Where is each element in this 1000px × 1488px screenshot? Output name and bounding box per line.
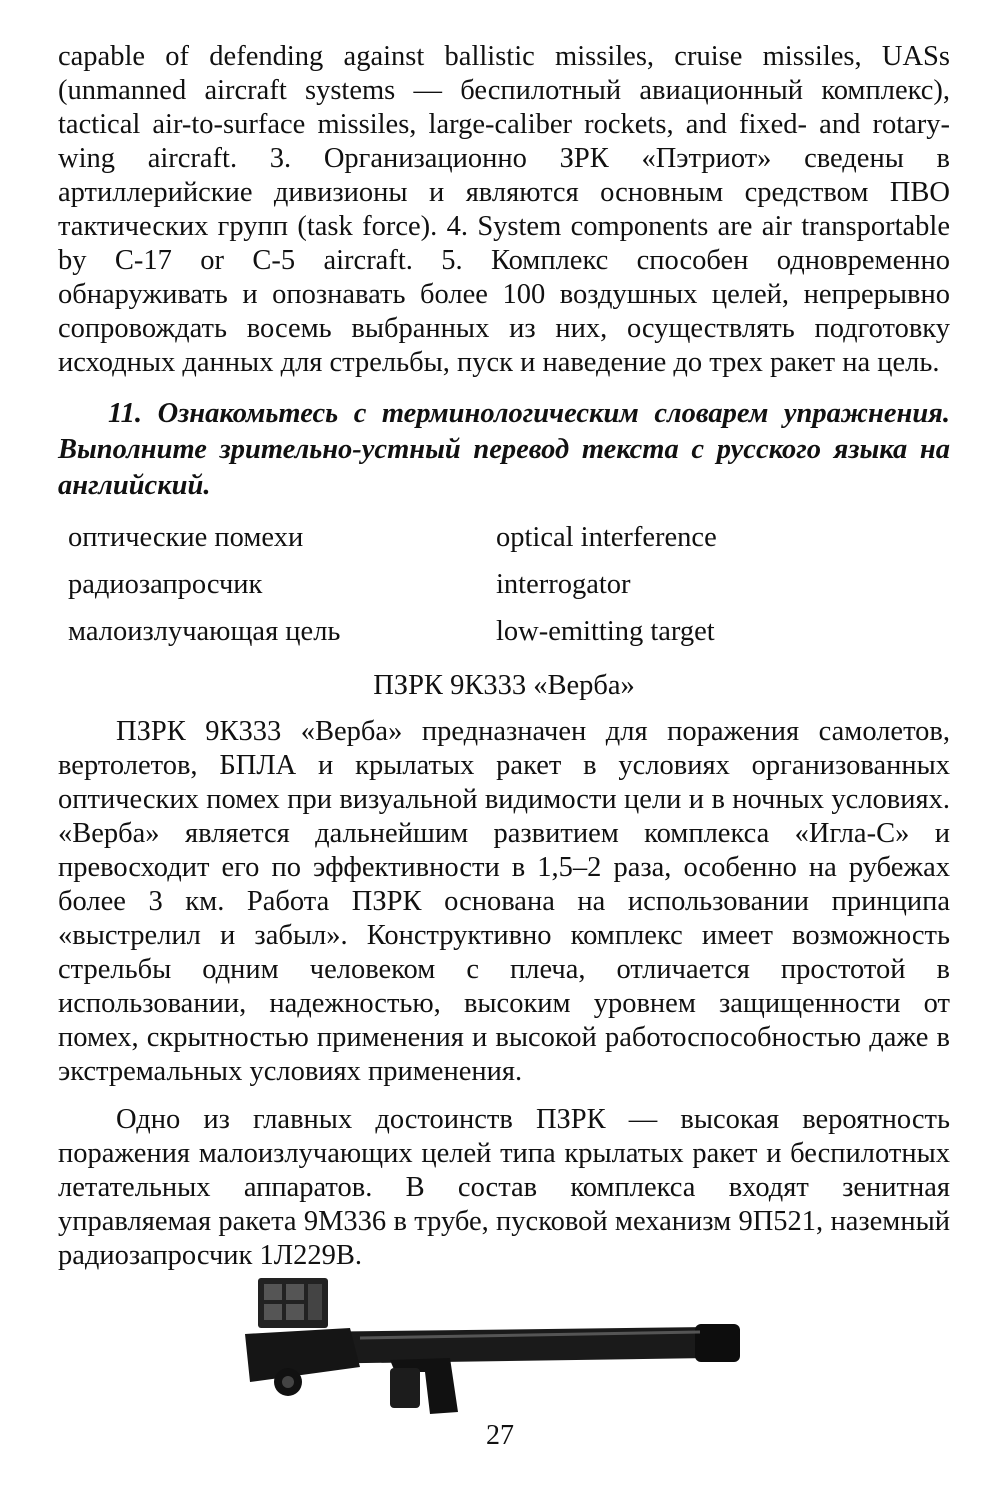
- glossary-term-en: low-emitting target: [496, 616, 715, 647]
- glossary-term-en: interrogator: [496, 569, 631, 600]
- exercise-task: 11. Ознакомьтесь с терминологическим словарем упражнения. Выполните зрительно-устный перевод текста с русского языка на английский.: [58, 398, 950, 501]
- glossary-term-en: optical interference: [496, 522, 717, 553]
- body-paragraph-1: ПЗРК 9К333 «Верба» предназначен для поражения самолетов, вертолетов, БПЛА и крылатых ракет в условиях организованных оптических помех при визуальной видимости цели и в ночных условиях. «Верба» является дальнейшим развитием комплекса «Игла-С» и превосходит его по эффективности в 1,5–2 раза, особенно на рубежах более 3 км. Работа ПЗРК основана на использовании принципа «выстрелил и забыл». Конструктивно комплекс имеет возможность стрельбы одним человеком с плеча, отличается простотой в использовании, надежностью, высоким уровнем защищенности от помех, скрытностью применения и высокой работоспособностью даже в экстремальных условиях применения.: [58, 716, 950, 1087]
- glossary-term-ru: малоизлучающая цель: [68, 616, 341, 647]
- glossary-row: [68, 608, 950, 655]
- section-heading: ПЗРК 9К333 «Верба»: [373, 670, 635, 701]
- intro-paragraph: capable of defending against ballistic missiles, cruise missiles, UASs (unmanned aircraft systems — беспилотный авиационный комплекс), tactical air-to-surface missiles, large-caliber rockets, and fixed- and rotary-wing aircraft. 3. Организационно ЗРК «Пэтриот» сведены в артиллерийские дивизионы и являются основным средством ПВО тактических групп (task force). 4. System components are air transportable by C-17 or C-5 aircraft. 5. Комплекс способен одновременно обнаруживать и опознавать более 100 воздушных целей, непрерывно сопровождать восемь выбранных из них, осуществлять подготовку исходных данных для стрельбы, пуск и наведение до трех ракет на цель.: [58, 41, 950, 378]
- page-number: 27: [486, 1420, 514, 1451]
- glossary-row: [68, 514, 950, 561]
- glossary-row: [68, 561, 950, 608]
- glossary: [68, 514, 950, 655]
- glossary-term-ru: оптические помехи: [68, 522, 304, 553]
- manpads-launcher-photo: [240, 1272, 750, 1422]
- body-paragraph-2: Одно из главных достоинств ПЗРК — высокая вероятность поражения малоизлучающих целей типа крылатых ракет и беспилотных летательных аппаратов. В состав комплекса входят зенитная управляемая ракета 9М336 в трубе, пусковой механизм 9П521, наземный радиозапросчик 1Л229В.: [58, 1104, 950, 1271]
- page-body: [58, 40, 950, 1273]
- glossary-term-ru: радиозапросчик: [68, 569, 263, 600]
